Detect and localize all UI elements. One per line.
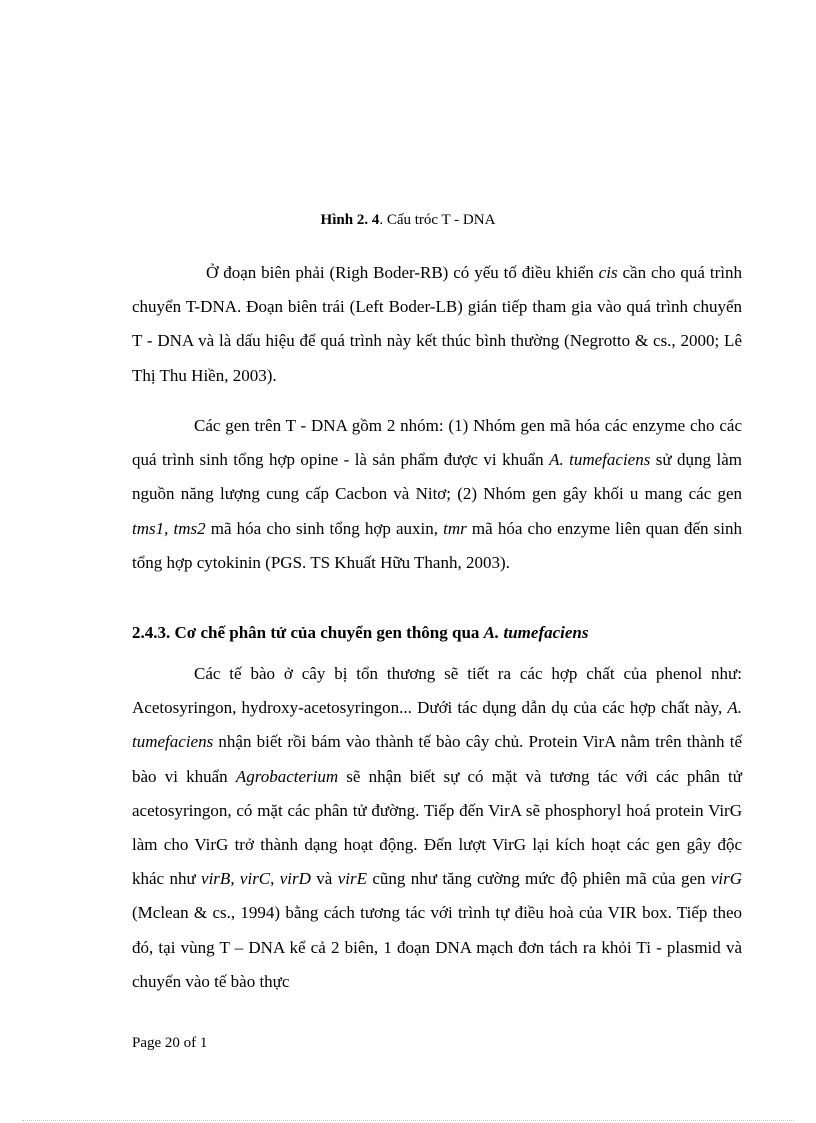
section-heading-italic: A. tumefaciens (483, 623, 589, 642)
text-run: mã hóa cho enzyme liên quan đến sinh tổng hợp cytokinin (PGS. TS Khuất Hữu Thanh, 2003). (132, 518, 743, 572)
text-run: sẽ nhận biết sự có mặt và tương tác với các phân tử acetosyringon, có mặt các phân tử đường. Tiếp đến VirA sẽ phosphoryl hoá protein VirG làm cho VirG trở thành dạng hoạt động. Đến lượt VirG lại kích hoạt các gen gây độc khác như (132, 766, 742, 889)
text-run: Ở đoạn biên phải (Righ Boder-RB) có yếu tố điều khiển (206, 263, 599, 282)
italic-term: Agrobacterium (235, 766, 339, 786)
text-run: , (270, 869, 280, 889)
italic-term: virD (279, 869, 311, 889)
section-heading (132, 623, 589, 643)
paragraph-t-dna-genes (132, 409, 742, 580)
text-run: , (230, 869, 240, 889)
italic-term: tmr (443, 518, 467, 538)
text-run: cần cho quá trình chuyển T-DNA. Đoạn biên trái (Left Boder-LB) gián tiếp tham gia vào quá trình chuyển T - DNA và là dấu hiệu để quá trình này kết thúc bình thường (Negrotto & cs., 2000; Lê Thị Thu Hiền, 2003). (132, 263, 742, 385)
italic-term: A. tumefaciens (132, 698, 742, 752)
text-run: cũng như tăng cường mức độ phiên mã của gen (366, 869, 711, 889)
text-run: (Mclean & cs., 1994) bằng cách tương tác với trình tự điều hoà của VIR box. Tiếp theo đó, tại vùng T – DNA kể cả 2 biên, 1 đoạn DNA mạch đơn tách ra khỏi Ti - plasmid và chuyển vào tế bào thực (132, 903, 742, 991)
italic-term: virB (201, 869, 231, 889)
section-heading-text: 2.4.3. Cơ chế phân tử của chuyển gen thông qua (132, 623, 484, 642)
figure-caption-text: . Cấu tróc T - DNA (379, 212, 496, 228)
italic-term: tms1, tms2 (132, 518, 206, 538)
text-run: sử dụng làm nguồn năng lượng cung cấp Cacbon và Nitơ; (2) Nhóm gen gây khối u mang các gen (132, 450, 742, 504)
paragraph-mechanism (132, 657, 742, 999)
page-bottom-divider (22, 1120, 794, 1121)
text-run: nhận biết rồi bám vào thành tế bào cây chủ. Protein VirA nằm trên thành tế bào vi khuẩn (132, 732, 742, 786)
figure-caption (0, 212, 816, 229)
italic-term: cis (598, 263, 618, 282)
italic-term: virC (239, 869, 271, 889)
paragraph-right-border (132, 256, 742, 393)
figure-caption-label: Hình 2. 4 (320, 212, 380, 228)
text-run: Các gen trên T - DNA gồm 2 nhóm: (1) Nhóm gen mã hóa các enzyme cho các quá trình sinh tổng hợp opine - là sản phẩm được vi khuẩn (132, 416, 742, 470)
italic-term: virE (337, 869, 367, 889)
italic-term: A. tumefaciens (549, 450, 651, 470)
text-run: và (310, 869, 338, 889)
italic-term: virG (710, 869, 743, 889)
text-run: Các tế bào ở cây bị tổn thương sẽ tiết ra các hợp chất của phenol như: Acetosyringon, hydroxy-acetosyringon... Dưới tác dụng dẫn dụ của các hợp chất này, (132, 664, 742, 718)
page-footer: Page 20 of 1 (132, 1035, 208, 1051)
text-run: mã hóa cho sinh tổng hợp auxin, (205, 518, 444, 538)
